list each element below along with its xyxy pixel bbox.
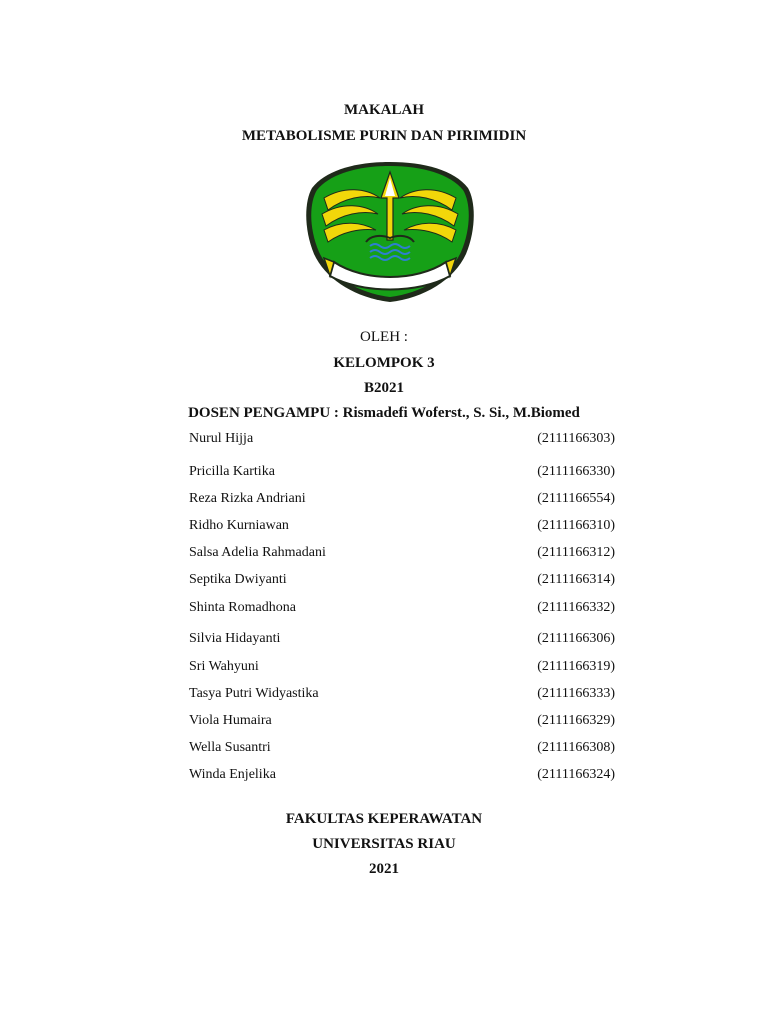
member-name: Reza Rizka Andriani [189,491,306,506]
member-nim: (2111166554) [537,491,615,506]
member-row [189,518,615,536]
member-name: Salsa Adelia Rahmadani [189,545,326,560]
member-name: Pricilla Kartika [189,464,275,479]
member-name: Winda Enjelika [189,767,276,782]
member-row [189,740,615,758]
member-nim: (2111166329) [537,713,615,728]
member-nim: (2111166303) [537,431,615,446]
member-nim: (2111166314) [537,572,615,587]
member-nim: (2111166308) [537,740,615,755]
member-name: Wella Susantri [189,740,271,755]
member-row [189,713,615,731]
class-code: B2021 [363,380,404,396]
member-nim: (2111166306) [537,631,615,646]
university-name: UNIVERSITAS RIAU [312,836,456,852]
university-seal-logo [304,158,476,304]
member-name: Septika Dwiyanti [189,572,287,587]
oleh-label: OLEH : [360,329,408,345]
member-nim: (2111166319) [537,659,615,674]
member-nim: (2111166310) [537,518,615,533]
member-row [189,491,615,509]
member-name: Ridho Kurniawan [189,518,289,533]
member-name: Silvia Hidayanti [189,631,281,646]
member-row [189,631,615,649]
member-name: Tasya Putri Widyastika [189,686,319,701]
member-nim: (2111166333) [537,686,615,701]
member-row [189,600,615,618]
member-row [189,572,615,590]
member-row [189,659,615,677]
doc-type: MAKALAH [344,102,424,118]
member-nim: (2111166330) [537,464,615,479]
member-row [189,545,615,563]
member-name: Nurul Hijja [189,431,254,446]
member-nim: (2111166332) [537,600,615,615]
member-name: Sri Wahyuni [189,659,259,674]
member-row [189,431,615,449]
group-name: KELOMPOK 3 [333,355,435,371]
year: 2021 [369,861,399,877]
doc-title: METABOLISME PURIN DAN PIRIMIDIN [241,128,527,144]
member-name: Shinta Romadhona [189,600,296,615]
faculty-name: FAKULTAS KEPERAWATAN [285,811,483,827]
member-row [189,767,615,785]
lecturer-line: DOSEN PENGAMPU : Rismadefi Woferst., S. Si., M.Biomed [188,405,580,421]
member-nim: (2111166312) [537,545,615,560]
member-row [189,464,615,482]
member-row [189,686,615,704]
member-name: Viola Humaira [189,713,272,728]
member-nim: (2111166324) [537,767,615,782]
